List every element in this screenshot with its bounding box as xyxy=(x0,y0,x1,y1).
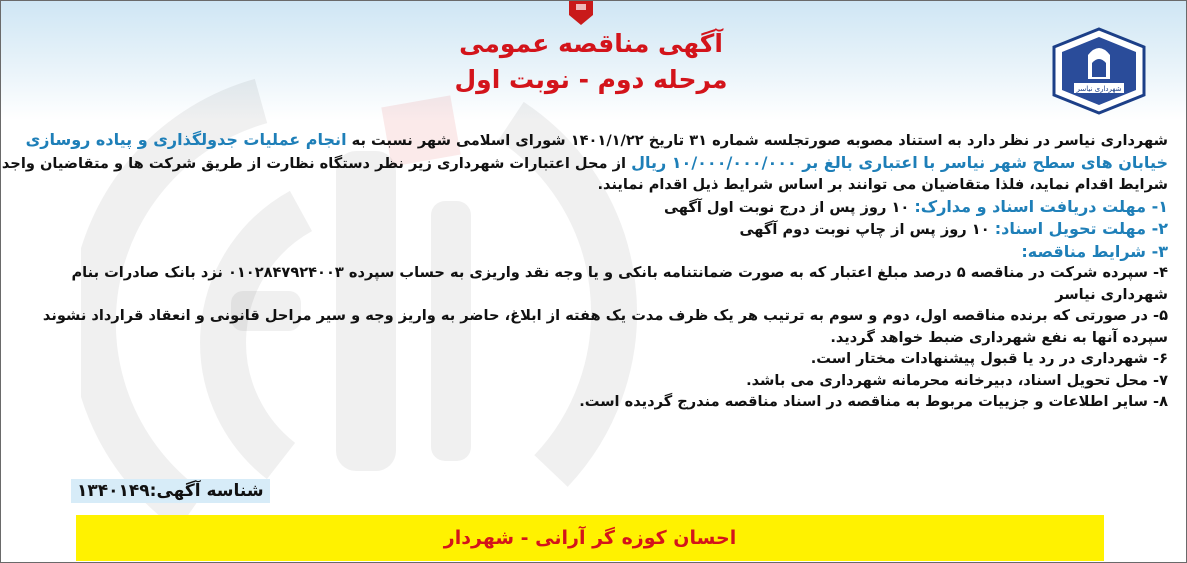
ad-id-text: شناسه آگهی:۱۳۴۰۱۴۹ xyxy=(71,479,270,503)
intro-line-3: شرایط اقدام نماید، فلذا متقاضیان می توانند بر اساس شرایط ذیل اقدام نمایند. xyxy=(597,176,1168,193)
condition-5-cont: سپرده آنها به نفع شهرداری ضبط خواهد گردید. xyxy=(830,328,1168,346)
ad-subtitle: مرحله دوم - نوبت اول xyxy=(454,65,728,94)
ad-body xyxy=(1,129,1168,413)
pin-icon xyxy=(567,1,595,25)
svg-text:شهرداری نیاسر: شهرداری نیاسر xyxy=(1076,85,1122,93)
intro-text: شهرداری نیاسر در نظر دارد به استناد مصوبه صورتجلسه شماره ۳۱ تاریخ ۱۴۰۱/۱/۲۲ شورای اسلامی شهر نسبت به xyxy=(346,132,1168,149)
signature: احسان کوزه گر آرانی - شهردار xyxy=(443,527,737,549)
condition-8: ۸- سایر اطلاعات و جزییات مربوط به مناقصه در اسناد مناقصه مندرج گردیده است. xyxy=(579,393,1168,410)
municipality-logo xyxy=(1044,25,1154,115)
item-2-label: ۲- مهلت تحویل اسناد: xyxy=(994,219,1168,238)
condition-4-cont: شهرداری نیاسر xyxy=(1055,285,1168,303)
intro-text-2: از محل اعتبارات شهرداری زیر نظر دستگاه نظارت از طریق شرکت ها و متقاضیان واجد xyxy=(1,154,632,172)
item-2 xyxy=(19,218,1168,241)
ad-title: آگهی مناقصه عمومی xyxy=(459,29,723,58)
ad-id xyxy=(71,479,271,503)
condition-5: ۵- در صورتی که برنده مناقصه اول، دوم و سوم به ترتیب هر یک ظرف مدت یک هفته از ابلاغ، حاضر به واریز وجه و سیر مراحل قانونی و انعقاد قرارداد نشوند xyxy=(42,307,1168,324)
condition-7: ۷- محل تحویل اسناد، دبیرخانه محرمانه شهرداری می باشد. xyxy=(746,371,1168,389)
conditions-heading: ۳- شرایط مناقصه: xyxy=(1021,241,1168,261)
intro-line-1 xyxy=(19,129,1168,152)
signature-bar xyxy=(76,515,1104,561)
item-1 xyxy=(19,196,1168,219)
item-1-text: ۱۰ روز پس از درج نوبت اول آگهی xyxy=(663,198,915,216)
intro-highlight-2: خیابان های سطح شهر نیاسر با اعتباری بالغ بر ۱۰/۰۰۰/۰۰۰/۰۰۰ ریال xyxy=(631,152,1168,172)
item-1-label: ۱- مهلت دریافت اسناد و مدارک: xyxy=(914,196,1168,216)
intro-line-2 xyxy=(1,152,1168,175)
condition-6: ۶- شهرداری در رد یا قبول پیشنهادات مختار است. xyxy=(810,350,1168,367)
item-2-text: ۱۰ روز پس از چاپ نوبت دوم آگهی xyxy=(739,221,995,238)
intro-highlight-1: انجام عملیات جدولگذاری و پیاده روسازی xyxy=(25,130,347,149)
condition-4: ۴- سپرده شرکت در مناقصه ۵ درصد مبلغ اعتبار که به صورت ضمانتنامه بانکی و یا وجه نقد واریزی به حساب سپرده ۰۱۰۲۸۴۷۹۲۴۰۰۳ نزد بانک صادرات بنام xyxy=(71,264,1168,281)
